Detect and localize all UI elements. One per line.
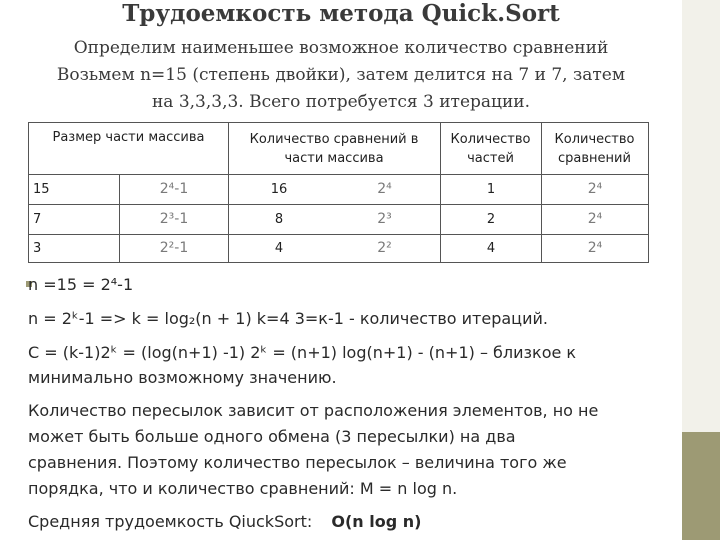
table-cell-size-expr: 2⁴-1	[159, 181, 189, 197]
table-cell-size-expr: 2²-1	[159, 240, 189, 256]
header-parts-line2: частей	[467, 150, 514, 166]
table-cell-total: 2⁴	[587, 211, 603, 227]
table-cell-compare: 16	[270, 182, 288, 197]
table-cell-size: 7	[33, 212, 42, 227]
body-line-9	[28, 512, 421, 531]
body-line-4: минимально возможному значению.	[28, 368, 337, 387]
header-size-label: Размер части массива	[52, 129, 205, 145]
subtitle-line-1: Определим наименьшее возможное количество сравнений	[73, 38, 609, 58]
comparison-table	[28, 122, 649, 263]
body-line-1: n =15 = 2⁴-1	[28, 275, 134, 294]
body-line-3: C = (k-1)2ᵏ = (log(n+1) -1) 2ᵏ = (n+1) log(n+1) - (n+1) – близкое к	[28, 343, 577, 362]
body-line-7: сравнения. Поэтому количество пересылок – величина того же	[28, 453, 567, 472]
sidebar-panel	[682, 0, 720, 432]
table-cell-compare-expr: 2²	[377, 240, 392, 256]
table-cell-total: 2⁴	[587, 240, 603, 256]
table-cell-parts: 1	[486, 182, 496, 197]
table-cell-size: 15	[33, 182, 50, 197]
subtitle-line-2: Возьмем n=15 (степень двойки), затем делится на 7 и 7, затем	[56, 65, 626, 85]
subtitle-line-3: на 3,3,3,3. Всего потребуется 3 итерации.	[151, 92, 531, 112]
header-compare-line2: части массива	[284, 150, 384, 166]
header-size	[29, 123, 228, 151]
table-cell-total: 2⁴	[587, 181, 603, 197]
slide-title: Трудоемкость метода Quick.Sort	[122, 0, 560, 27]
header-compare-line1: Количество сравнений в	[249, 131, 419, 147]
header-compare	[228, 123, 440, 174]
header-parts-line1: Количество	[450, 131, 531, 147]
table-cell-compare-expr: 2³	[377, 211, 392, 227]
average-complexity-value: O(n log n)	[331, 512, 422, 531]
table-cell-size: 3	[33, 241, 42, 256]
table-cell-compare: 4	[274, 241, 284, 256]
header-total-line1: Количество	[554, 131, 635, 147]
table-cell-parts: 4	[486, 241, 496, 256]
body-line-2: n = 2ᵏ-1 => k = log₂(n + 1) k=4 3=к-1 - количество итераций.	[28, 309, 548, 328]
table-cell-compare: 8	[274, 212, 284, 227]
table-cell-compare-expr: 2⁴	[377, 181, 392, 197]
average-complexity-label: Средняя трудоемкость QiuckSort:	[28, 512, 313, 531]
header-total	[541, 123, 648, 174]
sidebar-accent	[682, 432, 720, 540]
body-line-5: Количество пересылок зависит от расположения элементов, но не	[28, 401, 599, 420]
table-cell-size-expr: 2³-1	[159, 211, 189, 227]
body-line-6: может быть больше одного обмена (3 пересылки) на два	[28, 427, 516, 446]
body-line-8: порядка, что и количество сравнений: M = n log n.	[28, 479, 458, 498]
header-total-line2: сравнений	[558, 150, 631, 166]
header-parts	[440, 123, 541, 174]
table-cell-parts: 2	[486, 212, 496, 227]
